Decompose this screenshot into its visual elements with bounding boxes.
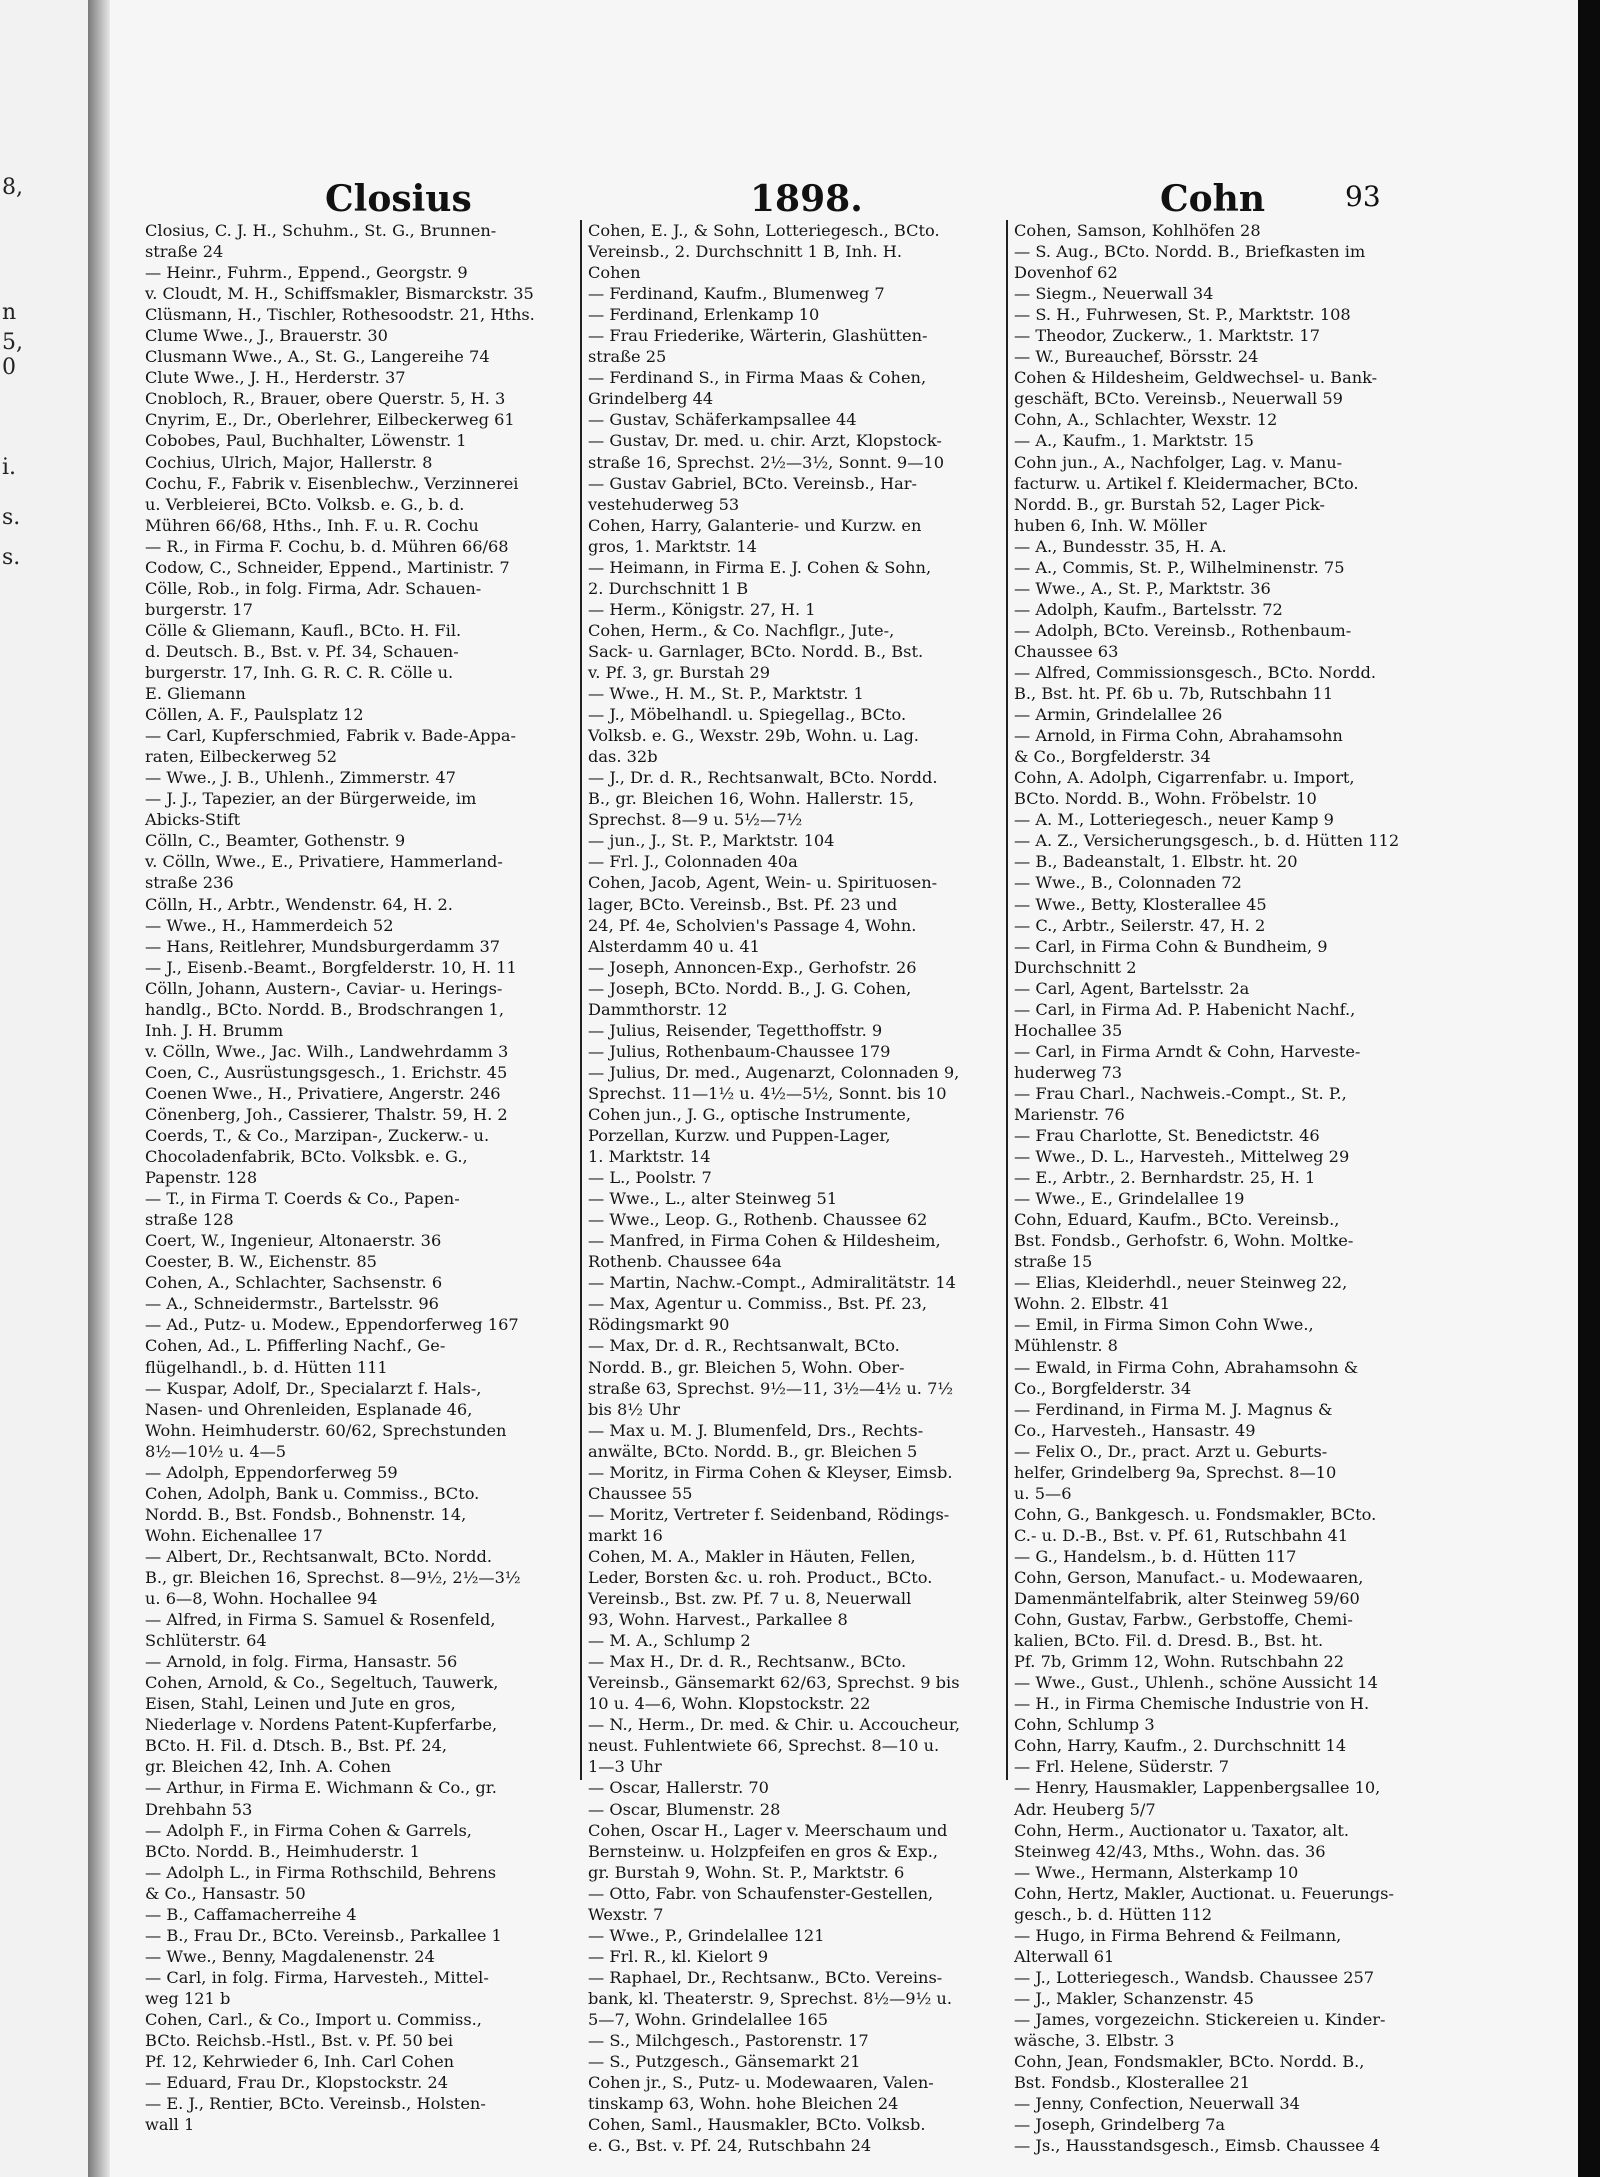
directory-entry: — B., Frau Dr., BCto. Vereinsb., Parkallee 1 [145,1925,502,1945]
directory-entry: Clüsmann, H., Tischler, Rothesoodstr. 21, Hths. [145,305,535,325]
directory-entry: Cohn, Schlump 3 [1014,1715,1155,1735]
directory-entry: Rothenb. Chaussee 64a [588,1252,782,1272]
directory-entry: — Carl, Kupferschmied, Fabrik v. Bade-Appa- [145,726,516,746]
directory-entry: — Arnold, in Firma Cohn, Abrahamsohn [1014,726,1343,746]
directory-entry: Grindelberg 44 [588,389,714,409]
directory-entry: Wexstr. 7 [588,1904,664,1924]
header-left-catchword: Closius [325,178,472,220]
directory-entry: straße 128 [145,1210,234,1230]
directory-entry: handlg., BCto. Nordd. B., Brodschrangen 1, [145,999,504,1019]
directory-entry: Cochu, F., Fabrik v. Eisenblechw., Verzinnerei [145,473,519,493]
directory-page [110,0,1578,2177]
directory-entry: — Carl, in Firma Ad. P. Habenicht Nachf., [1014,999,1356,1019]
directory-entry: Cohn, Gustav, Farbw., Gerbstoffe, Chemi- [1014,1610,1353,1630]
directory-entry: — Kuspar, Adolf, Dr., Specialarzt f. Hals-, [145,1378,482,1398]
directory-entry: Clume Wwe., J., Brauerstr. 30 [145,326,388,346]
directory-entry: — Ferdinand S., in Firma Maas & Cohen, [588,368,927,388]
directory-entry: 93, Wohn. Harvest., Parkallee 8 [588,1610,848,1630]
directory-entry: bis 8½ Uhr [588,1399,680,1419]
directory-entry: Cohen, Arnold, & Co., Segeltuch, Tauwerk, [145,1673,499,1693]
directory-entry: Cochius, Ulrich, Major, Hallerstr. 8 [145,452,433,472]
directory-entry: 8½—10½ u. 4—5 [145,1441,287,1461]
directory-entry: — Adolph L., in Firma Rothschild, Behrens [145,1862,497,1882]
directory-entry: — Manfred, in Firma Cohen & Hildesheim, [588,1231,941,1251]
directory-entry: Clute Wwe., J. H., Herderstr. 37 [145,368,406,388]
directory-entry: — S. H., Fuhrwesen, St. P., Marktstr. 108 [1014,305,1351,325]
directory-entry: anwälte, BCto. Nordd. B., gr. Bleichen 5 [588,1441,918,1461]
directory-entry: — Siegm., Neuerwall 34 [1014,284,1214,304]
directory-entry: — Gustav, Schäferkampsallee 44 [588,410,857,430]
directory-entry: Hochallee 35 [1014,1020,1123,1040]
directory-entry: Cobobes, Paul, Buchhalter, Löwenstr. 1 [145,431,467,451]
directory-entry: Dovenhof 62 [1014,263,1118,283]
directory-entry: Sprechst. 11—1½ u. 4½—5½, Sonnt. bis 10 [588,1083,947,1103]
directory-entry: vestehuderweg 53 [588,494,740,514]
directory-entry: — Adolph F., in Firma Cohen & Garrels, [145,1820,472,1840]
directory-entry: Wohn. Heimhuderstr. 60/62, Sprechstunden [145,1420,507,1440]
directory-entry: Sack- u. Garnlager, BCto. Nordd. B., Bst. [588,641,924,661]
directory-entry: bank, kl. Theaterstr. 9, Sprechst. 8½—9½ u. [588,1988,952,2008]
directory-entry: — jun., J., St. P., Marktstr. 104 [588,831,835,851]
directory-entry: Cölle, Rob., in folg. Firma, Adr. Schauen- [145,578,482,598]
directory-entry: Nordd. B., Bst. Fondsb., Bohnenstr. 14, [145,1504,467,1524]
directory-entry: — A., Commis, St. P., Wilhelminenstr. 75 [1014,557,1345,577]
directory-entry: — A., Kaufm., 1. Marktstr. 15 [1014,431,1254,451]
directory-entry: Codow, C., Schneider, Eppend., Martinistr. 7 [145,557,510,577]
directory-entry: Cohen, E. J., & Sohn, Lotteriegesch., BCto. [588,221,940,240]
directory-entry: — Otto, Fabr. von Schaufenster-Gestellen, [588,1883,934,1903]
directory-entry: Nordd. B., gr. Bleichen 5, Wohn. Ober- [588,1357,905,1377]
directory-entry: Porzellan, Kurzw. und Puppen-Lager, [588,1126,891,1146]
directory-entry: straße 24 [145,242,224,262]
directory-entry: — Wwe., D. L., Harvesteh., Mittelweg 29 [1014,1147,1350,1167]
directory-entry: 24, Pf. 4e, Scholvien's Passage 4, Wohn. [588,915,917,935]
edge-fragment: s. [2,505,21,530]
directory-entry: — Henry, Hausmakler, Lappenbergsallee 10, [1014,1778,1381,1798]
directory-entry: E. Gliemann [145,684,246,704]
directory-entry: — Ferdinand, Kaufm., Blumenweg 7 [588,284,885,304]
directory-entry: — Frl. R., kl. Kielort 9 [588,1946,769,1966]
directory-entry: wäsche, 3. Elbstr. 3 [1014,2031,1175,2051]
directory-entry: — Eduard, Frau Dr., Klopstockstr. 24 [145,2073,449,2093]
directory-entry: v. Cloudt, M. H., Schiffsmakler, Bismarckstr. 35 [145,284,534,304]
page-header [110,170,1578,220]
directory-entry: facturw. u. Artikel f. Kleidermacher, BCto. [1014,473,1359,493]
directory-entry: d. Deutsch. B., Bst. v. Pf. 34, Schauen- [145,641,459,661]
directory-entry: — Ewald, in Firma Cohn, Abrahamsohn & [1014,1357,1359,1377]
directory-entry: 1. Marktstr. 14 [588,1147,711,1167]
directory-entry: Volksb. e. G., Wexstr. 29b, Wohn. u. Lag. [588,726,919,746]
directory-entry: Bst. Fondsb., Klosterallee 21 [1014,2073,1251,2093]
directory-entry: BCto. H. Fil. d. Dtsch. B., Bst. Pf. 24, [145,1736,448,1756]
directory-entry: Mühren 66/68, Hths., Inh. F. u. R. Cochu [145,515,479,535]
directory-entry: wall 1 [145,2115,195,2135]
directory-entry: v. Cölln, Wwe., Jac. Wilh., Landwehrdamm 3 [145,1041,509,1061]
directory-entry: — E. J., Rentier, BCto. Vereinsb., Holsten- [145,2094,486,2114]
directory-entry: Co., Borgfelderstr. 34 [1014,1378,1192,1398]
directory-entry: Vereinsb., Gänsemarkt 62/63, Sprechst. 9 bis [588,1673,960,1693]
directory-entry: — Wwe., H. M., St. P., Marktstr. 1 [588,684,864,704]
directory-entry: — J. J., Tapezier, an der Bürgerweide, im [145,789,477,809]
directory-entry: — Julius, Dr. med., Augenarzt, Colonnaden 9, [588,1062,960,1082]
directory-entry: — Hugo, in Firma Behrend & Feilmann, [1014,1925,1342,1945]
directory-entry: v. Pf. 3, gr. Burstah 29 [588,662,771,682]
directory-entry: BCto. Nordd. B., Heimhuderstr. 1 [145,1841,420,1861]
directory-entry: Cohen & Hildesheim, Geldwechsel- u. Bank- [1014,368,1378,388]
directory-entry: — Emil, in Firma Simon Cohn Wwe., [1014,1315,1314,1335]
directory-entry: — Heimann, in Firma E. J. Cohen & Sohn, [588,557,932,577]
edge-fragment: s. [2,545,21,570]
directory-entry: Chaussee 63 [1014,641,1119,661]
directory-entry: BCto. Nordd. B., Wohn. Fröbelstr. 10 [1014,789,1317,809]
directory-entry: — J., Eisenb.-Beamt., Borgfelderstr. 10, H. 11 [145,957,517,977]
directory-entry: Cönenberg, Joh., Cassierer, Thalstr. 59, H. 2 [145,1104,508,1124]
directory-entry: — Max, Dr. d. R., Rechtsanwalt, BCto. [588,1336,900,1356]
directory-entry: — Joseph, Annoncen-Exp., Gerhofstr. 26 [588,957,917,977]
edge-fragment: 0 [2,355,16,380]
directory-entry: Chocoladenfabrik, BCto. Volksbk. e. G., [145,1147,468,1167]
directory-entry: Cohn, Herm., Auctionator u. Taxator, alt. [1014,1820,1349,1840]
directory-entry: — A., Schneidermstr., Bartelsstr. 96 [145,1294,439,1314]
directory-entry: Cohn, Harry, Kaufm., 2. Durchschnitt 14 [1014,1736,1347,1756]
directory-entry: burgerstr. 17 [145,599,253,619]
directory-entry: Damenmäntelfabrik, alter Steinweg 59/60 [1014,1589,1360,1609]
directory-entry: Coenen Wwe., H., Privatiere, Angerstr. 246 [145,1083,501,1103]
directory-entry: Co., Harvesteh., Hansastr. 49 [1014,1420,1256,1440]
directory-entry: Pf. 7b, Grimm 12, Wohn. Rutschbahn 22 [1014,1652,1345,1672]
directory-entry: gr. Burstah 9, Wohn. St. P., Marktstr. 6 [588,1862,905,1882]
directory-entry: — J., Makler, Schanzenstr. 45 [1014,1988,1254,2008]
book-gutter [88,0,110,2177]
directory-entry: Cohen, Carl., & Co., Import u. Commiss., [145,2009,482,2029]
directory-entry: — Js., Hausstandsgesch., Eimsb. Chaussee 4 [1014,2136,1381,2156]
directory-entry: Cohn, Gerson, Manufact.- u. Modewaaren, [1014,1568,1364,1587]
directory-entry: Abicks-Stift [145,810,241,830]
directory-entry: burgerstr. 17, Inh. G. R. C. R. Cölle u. [145,662,454,682]
directory-entry: Cohn, Eduard, Kaufm., BCto. Vereinsb., [1014,1210,1340,1230]
directory-entry: — Adolph, Eppendorferweg 59 [145,1462,398,1482]
directory-entry: raten, Eilbeckerweg 52 [145,747,338,767]
directory-entry: Sprechst. 8—9 u. 5½—7½ [588,810,803,830]
directory-entry: — Frl. Helene, Süderstr. 7 [1014,1757,1230,1777]
directory-entry: — Gustav Gabriel, BCto. Vereinsb., Har- [588,473,917,493]
directory-entry: — Elias, Kleiderhdl., neuer Steinweg 22, [1014,1273,1348,1293]
directory-entry: — Alfred, Commissionsgesch., BCto. Nordd. [1014,662,1376,682]
directory-entry: — S., Milchgesch., Pastorenstr. 17 [588,2031,869,2051]
directory-entry: gesch., b. d. Hütten 112 [1014,1904,1213,1924]
directory-entry: — Joseph, BCto. Nordd. B., J. G. Cohen, [588,978,912,998]
directory-entry: weg 121 b [145,1988,231,2008]
directory-entry: B., Bst. ht. Pf. 6b u. 7b, Rutschbahn 11 [1014,684,1334,704]
directory-entry: u. 5—6 [1014,1483,1072,1503]
directory-entry: Steinweg 42/43, Mths., Wohn. das. 36 [1014,1841,1326,1861]
directory-entry: — Joseph, Grindelberg 7a [1014,2115,1226,2135]
directory-entry: — Julius, Reisender, Tegetthoffstr. 9 [588,1020,883,1040]
directory-entry: Coert, W., Ingenieur, Altonaerstr. 36 [145,1231,442,1251]
directory-entry: — Heinr., Fuhrm., Eppend., Georgstr. 9 [145,263,468,283]
directory-entry: Cohen, Adolph, Bank u. Commiss., BCto. [145,1483,480,1503]
directory-entry: Rödingsmarkt 90 [588,1315,730,1335]
directory-entry: huben 6, Inh. W. Möller [1014,515,1207,535]
directory-entry: straße 236 [145,873,234,893]
directory-entry: gros, 1. Marktstr. 14 [588,536,757,556]
edge-fragment: n [2,300,17,325]
directory-entry: — B., Badeanstalt, 1. Elbstr. ht. 20 [1014,852,1298,872]
directory-entry: u. Verbleierei, BCto. Volksb. e. G., b. d. [145,494,465,514]
directory-entry: Alterwall 61 [1014,1946,1115,1966]
directory-entry: Chaussee 55 [588,1483,693,1503]
directory-entry: 5—7, Wohn. Grindelallee 165 [588,2009,829,2029]
directory-entry: — Alfred, in Firma S. Samuel & Rosenfeld, [145,1610,496,1630]
directory-entry: v. Cölln, Wwe., E., Privatiere, Hammerland- [145,852,503,872]
header-right-catchword: Cohn [1160,178,1266,220]
column-2 [588,220,1018,2156]
directory-entry: & Co., Borgfelderstr. 34 [1014,747,1211,767]
directory-entry: Cohn, A., Schlachter, Wexstr. 12 [1014,410,1278,430]
directory-entry: — Adolph, Kaufm., Bartelsstr. 72 [1014,599,1283,619]
directory-entry: — W., Bureauchef, Börsstr. 24 [1014,347,1259,367]
column-3 [1014,220,1444,2156]
directory-entry: — Oscar, Hallerstr. 70 [588,1778,769,1798]
directory-entry: — Ad., Putz- u. Modew., Eppendorferweg 167 [145,1315,519,1335]
directory-entry: straße 15 [1014,1252,1093,1272]
directory-entry: — S. Aug., BCto. Nordd. B., Briefkasten im [1014,242,1366,262]
edge-fragment: i. [2,455,17,480]
directory-entry: Marienstr. 76 [1014,1104,1125,1124]
directory-entry: — Arnold, in folg. Firma, Hansastr. 56 [145,1652,458,1672]
directory-entry: — Max H., Dr. d. R., Rechtsanw., BCto. [588,1652,907,1672]
directory-entry: Cohen, Ad., L. Pfifferling Nachf., Ge- [145,1336,446,1356]
directory-entry: — Herm., Königstr. 27, H. 1 [588,599,816,619]
directory-entry: Niederlage v. Nordens Patent-Kupferfarbe, [145,1715,498,1735]
directory-entry: Inh. J. H. Brumm [145,1020,284,1040]
page-number: 93 [1345,180,1381,213]
directory-entry: Schlüterstr. 64 [145,1631,267,1651]
directory-entry: — Max u. M. J. Blumenfeld, Drs., Rechts- [588,1420,924,1440]
directory-entry: — Arthur, in Firma E. Wichmann & Co., gr. [145,1778,497,1798]
directory-entry: — Frau Friederike, Wärterin, Glashütten- [588,326,928,346]
directory-entry: — R., in Firma F. Cochu, b. d. Mühren 66/68 [145,536,509,556]
directory-entry: — Julius, Rothenbaum-Chaussee 179 [588,1041,891,1061]
directory-entry: Cohn jun., A., Nachfolger, Lag. v. Manu- [1014,452,1343,472]
directory-entry: C.- u. D.-B., Bst. v. Pf. 61, Rutschbahn 41 [1014,1525,1349,1545]
directory-entry: B., gr. Bleichen 16, Sprechst. 8—9½, 2½—3½ [145,1568,521,1587]
directory-entry: — A., Bundesstr. 35, H. A. [1014,536,1227,556]
directory-entry: Adr. Heuberg 5/7 [1014,1799,1156,1819]
directory-entry: Cohen [588,263,641,283]
directory-entry: — Gustav, Dr. med. u. chir. Arzt, Klopstock- [588,431,942,451]
directory-entry: — Armin, Grindelallee 26 [1014,705,1223,725]
directory-entry: — Wwe., E., Grindelallee 19 [1014,1189,1245,1209]
directory-entry: — Frau Charlotte, St. Benedictstr. 46 [1014,1126,1320,1146]
header-year: 1898. [750,178,863,220]
directory-entry: — A. Z., Versicherungsgesch., b. d. Hütten 112 [1014,831,1400,851]
directory-entry: — Carl, Agent, Bartelsstr. 2a [1014,978,1250,998]
directory-entry: geschäft, BCto. Vereinsb., Neuerwall 59 [1014,389,1343,409]
directory-entry: Cohn, Jean, Fondsmakler, BCto. Nordd. B., [1014,2052,1365,2072]
directory-entry: Wohn. 2. Elbstr. 41 [1014,1294,1171,1314]
directory-entry: — L., Poolstr. 7 [588,1168,712,1188]
directory-entry: 1—3 Uhr [588,1757,662,1777]
directory-entry: Alsterdamm 40 u. 41 [588,936,760,956]
directory-entry: — Raphael, Dr., Rechtsanw., BCto. Vereins- [588,1967,943,1987]
directory-entry: — Wwe., L., alter Steinweg 51 [588,1189,838,1209]
directory-entry: lager, BCto. Vereinsb., Bst. Pf. 23 und [588,894,898,914]
column-rule [580,220,582,1780]
directory-entry: neust. Fuhlentwiete 66, Sprechst. 8—10 u. [588,1736,940,1756]
directory-entry: Coen, C., Ausrüstungsgesch., 1. Erichstr. 45 [145,1062,508,1082]
directory-entry: straße 16, Sprechst. 2½—3½, Sonnt. 9—10 [588,452,945,472]
directory-entry: — Carl, in folg. Firma, Harvesteh., Mittel- [145,1967,489,1987]
directory-entry: Coester, B. W., Eichenstr. 85 [145,1252,377,1272]
directory-entry: Dammthorstr. 12 [588,999,728,1019]
directory-entry: Mühlenstr. 8 [1014,1336,1118,1356]
directory-entry: u. 6—8, Wohn. Hochallee 94 [145,1589,378,1609]
directory-entry: Cohn, Hertz, Makler, Auctionat. u. Feuerungs- [1014,1883,1394,1903]
directory-entry: & Co., Hansastr. 50 [145,1883,306,1903]
directory-entry: Cohen, Jacob, Agent, Wein- u. Spirituosen- [588,873,938,893]
directory-entry: Nasen- und Ohrenleiden, Esplanade 46, [145,1399,473,1419]
directory-entry: — A. M., Lotteriegesch., neuer Kamp 9 [1014,810,1334,830]
left-page-edge [0,0,88,2177]
directory-entry: — Jenny, Confection, Neuerwall 34 [1014,2094,1300,2114]
directory-entry: Cohen jr., S., Putz- u. Modewaaren, Valen- [588,2073,934,2093]
directory-entry: Cohen, M. A., Makler in Häuten, Fellen, [588,1546,916,1566]
directory-entry: Cölln, Johann, Austern-, Caviar- u. Herings- [145,978,503,998]
directory-entry: huderweg 73 [1014,1062,1123,1082]
directory-entry: — T., in Firma T. Coerds & Co., Papen- [145,1189,460,1209]
directory-entry: 2. Durchschnitt 1 B [588,578,749,598]
directory-entry: — B., Caffamacherreihe 4 [145,1904,357,1924]
directory-entry: Cnobloch, R., Brauer, obere Querstr. 5, H. 3 [145,389,506,409]
directory-entry: Cölle & Gliemann, Kaufl., BCto. H. Fil. [145,620,462,640]
directory-entry: — N., Herm., Dr. med. & Chir. u. Accoucheur, [588,1715,961,1735]
directory-entry: — Carl, in Firma Arndt & Cohn, Harveste- [1014,1041,1361,1061]
directory-entry: — J., Lotteriegesch., Wandsb. Chaussee 257 [1014,1967,1375,1987]
directory-entry: gr. Bleichen 42, Inh. A. Cohen [145,1757,392,1777]
directory-entry: — Hans, Reitlehrer, Mundsburgerdamm 37 [145,936,501,956]
directory-entry: — Ferdinand, Erlenkamp 10 [588,305,820,325]
directory-entry: Cölln, H., Arbtr., Wendenstr. 64, H. 2. [145,894,453,914]
directory-entry: Leder, Borsten &c. u. roh. Product., BCto. [588,1568,933,1587]
directory-entry: 10 u. 4—6, Wohn. Klopstockstr. 22 [588,1694,871,1714]
directory-entry: Cohen, Harry, Galanterie- und Kurzw. en [588,515,922,535]
directory-entry: — S., Putzgesch., Gänsemarkt 21 [588,2052,861,2072]
directory-entry: — J., Dr. d. R., Rechtsanwalt, BCto. Nordd. [588,768,938,788]
directory-entry: Drehbahn 53 [145,1799,253,1819]
edge-fragment: 8, [2,175,23,200]
directory-entry: — Wwe., Betty, Klosterallee 45 [1014,894,1267,914]
directory-entry: — M. A., Schlump 2 [588,1631,751,1651]
directory-entry: — Wwe., B., Colonnaden 72 [1014,873,1242,893]
directory-entry: Cohen, A., Schlachter, Sachsenstr. 6 [145,1273,443,1293]
directory-entry: — J., Möbelhandl. u. Spiegellag., BCto. [588,705,907,725]
directory-entry: — H., in Firma Chemische Industrie von H. [1014,1694,1370,1714]
directory-entry: — Wwe., Hermann, Alsterkamp 10 [1014,1862,1299,1882]
directory-entry: — G., Handelsm., b. d. Hütten 117 [1014,1546,1297,1566]
directory-entry: — Frau Charl., Nachweis.-Compt., St. P., [1014,1083,1347,1103]
directory-entry: Nordd. B., gr. Burstah 52, Lager Pick- [1014,494,1325,514]
directory-entry: — Albert, Dr., Rechtsanwalt, BCto. Nordd. [145,1546,493,1566]
directory-entry: — Wwe., P., Grindelallee 121 [588,1925,825,1945]
directory-entry: — Ferdinand, in Firma M. J. Magnus & [1014,1399,1333,1419]
directory-entry: — Frl. J., Colonnaden 40a [588,852,798,872]
directory-entry: flügelhandl., b. d. Hütten 111 [145,1357,388,1377]
directory-entry: — Theodor, Zuckerw., 1. Marktstr. 17 [1014,326,1321,346]
directory-entry: — Wwe., Gust., Uhlenh., schöne Aussicht 14 [1014,1673,1378,1693]
directory-entry: Cohn, A. Adolph, Cigarrenfabr. u. Import, [1014,768,1355,788]
directory-entry: straße 25 [588,347,667,367]
directory-entry: — James, vorgezeichn. Stickereien u. Kinder- [1014,2009,1386,2029]
directory-entry: markt 16 [588,1525,663,1545]
directory-entry: BCto. Reichsb.-Hstl., Bst. v. Pf. 50 bei [145,2031,454,2051]
directory-entry: Wohn. Eichenallee 17 [145,1525,323,1545]
directory-entry: — Max, Agentur u. Commiss., Bst. Pf. 23, [588,1294,927,1314]
directory-entry: — Wwe., A., St. P., Marktstr. 36 [1014,578,1271,598]
directory-entry: Cnyrim, E., Dr., Oberlehrer, Eilbeckerweg 61 [145,410,515,430]
directory-entry: Eisen, Stahl, Leinen und Jute en gros, [145,1694,456,1714]
directory-entry: Cohen, Oscar H., Lager v. Meerschaum und [588,1820,948,1840]
directory-entry: straße 63, Sprechst. 9½—11, 3½—4½ u. 7½ [588,1378,954,1398]
directory-entry: Vereinsb., 2. Durchschnitt 1 B, Inh. H. [588,242,903,262]
directory-entry: — Wwe., H., Hammerdeich 52 [145,915,394,935]
directory-entry: Cöllen, A. F., Paulsplatz 12 [145,705,364,725]
directory-entry: Pf. 12, Kehrwieder 6, Inh. Carl Cohen [145,2052,455,2072]
directory-entry: Papenstr. 128 [145,1168,258,1188]
directory-entry: — E., Arbtr., 2. Bernhardstr. 25, H. 1 [1014,1168,1316,1188]
directory-entry: Cohen, Samson, Kohlhöfen 28 [1014,221,1261,240]
directory-entry: B., gr. Bleichen 16, Wohn. Hallerstr. 15, [588,789,914,809]
directory-entry: Cölln, C., Beamter, Gothenstr. 9 [145,831,406,851]
directory-entry: helfer, Grindelberg 9a, Sprechst. 8—10 [1014,1462,1337,1482]
directory-entry: Closius, C. J. H., Schuhm., St. G., Brunnen- [145,221,497,240]
directory-entry: Coerds, T., & Co., Marzipan-, Zuckerw.- u. [145,1126,490,1146]
column-1 [145,220,575,2135]
directory-entry: Bst. Fondsb., Gerhofstr. 6, Wohn. Moltke- [1014,1231,1354,1251]
directory-entry: — Martin, Nachw.-Compt., Admiralitätstr. 14 [588,1273,956,1293]
directory-entry: — Carl, in Firma Cohn & Bundheim, 9 [1014,936,1328,956]
directory-entry: Cohen, Herm., & Co. Nachflgr., Jute-, [588,620,895,640]
directory-entry: — Felix O., Dr., pract. Arzt u. Geburts- [1014,1441,1328,1461]
directory-entry: Durchschnitt 2 [1014,957,1137,977]
directory-entry: Bernsteinw. u. Holzpfeifen en gros & Exp., [588,1841,938,1861]
directory-entry: Cohn, G., Bankgesch. u. Fondsmakler, BCto. [1014,1504,1377,1524]
directory-entry: Clusmann Wwe., A., St. G., Langereihe 74 [145,347,490,367]
edge-fragment: 5, [2,330,23,355]
directory-entry: — Wwe., Leop. G., Rothenb. Chaussee 62 [588,1210,928,1230]
directory-entry: — Moritz, Vertreter f. Seidenband, Rödings- [588,1504,950,1524]
directory-entry: — Wwe., Benny, Magdalenenstr. 24 [145,1946,435,1966]
directory-entry: — C., Arbtr., Seilerstr. 47, H. 2 [1014,915,1266,935]
directory-entry: — Wwe., J. B., Uhlenh., Zimmerstr. 47 [145,768,456,788]
directory-entry: — Adolph, BCto. Vereinsb., Rothenbaum- [1014,620,1352,640]
directory-entry: e. G., Bst. v. Pf. 24, Rutschbahn 24 [588,2136,872,2156]
directory-entry: Vereinsb., Bst. zw. Pf. 7 u. 8, Neuerwall [588,1589,912,1609]
directory-entry: Cohen jun., J. G., optische Instrumente, [588,1104,912,1124]
directory-entry: das. 32b [588,747,658,767]
directory-entry: — Oscar, Blumenstr. 28 [588,1799,781,1819]
directory-entry: — Moritz, in Firma Cohen & Kleyser, Eimsb. [588,1462,953,1482]
directory-entry: Cohen, Saml., Hausmakler, BCto. Volksb. [588,2115,926,2135]
directory-entry: tinskamp 63, Wohn. hohe Bleichen 24 [588,2094,899,2114]
directory-entry: kalien, BCto. Fil. d. Dresd. B., Bst. ht. [1014,1631,1324,1651]
